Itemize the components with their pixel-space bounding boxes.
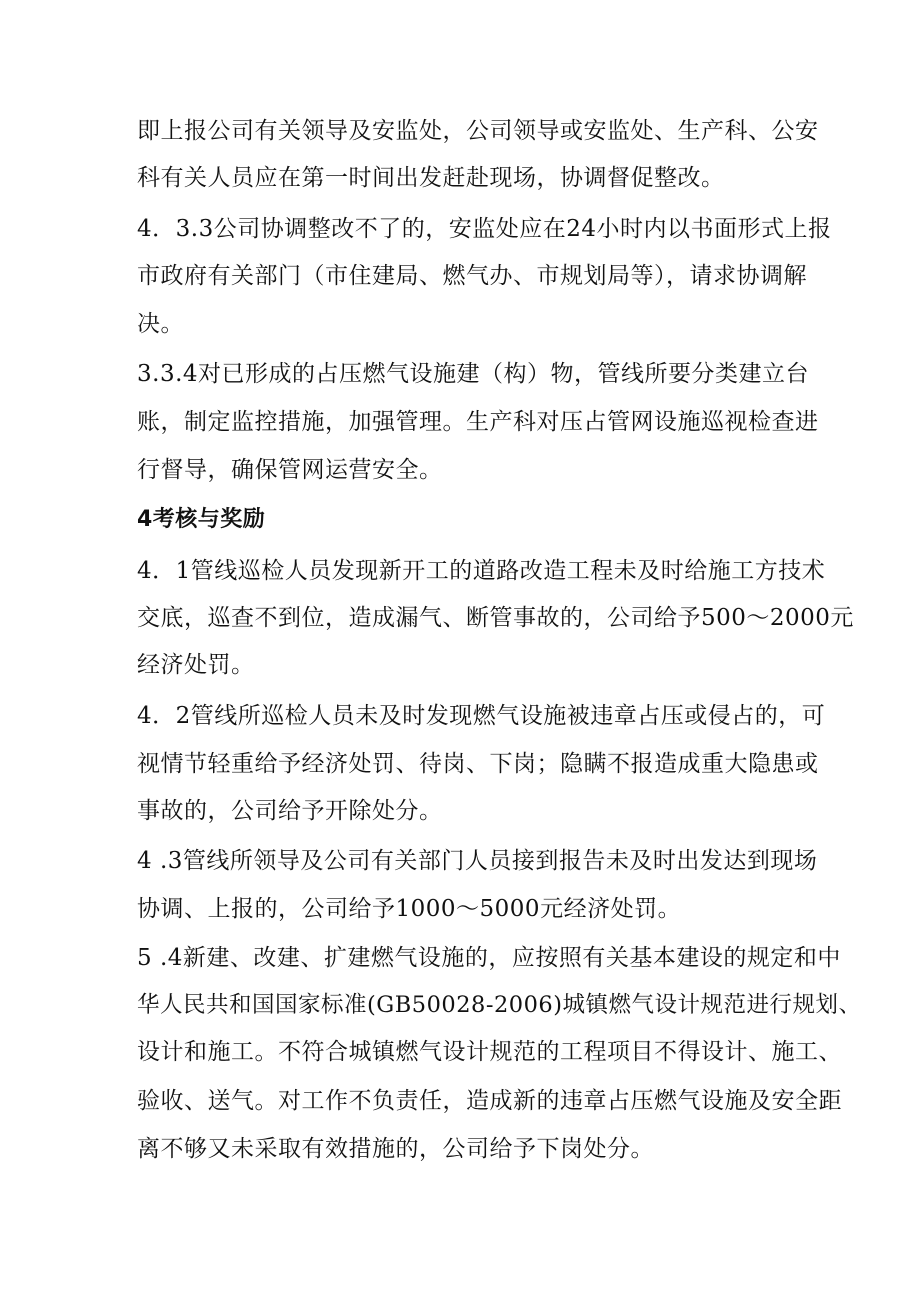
text-line: 事故的，公司给予开除处分。	[137, 798, 443, 824]
text-line: 4．3.3公司协调整改不了的，安监处应在24小时内以书面形式上报	[137, 216, 832, 242]
text-line: 离不够又未采取有效措施的，公司给予下岗处分。	[137, 1136, 654, 1162]
text-line: 5 .4新建、改建、扩建燃气设施的，应按照有关基本建设的规定和中	[137, 945, 841, 971]
text-line: 3.3.4对已形成的占压燃气设施建（构）物，管线所要分类建立台	[137, 361, 810, 387]
text-line: 账，制定监控措施，加强管理。生产科对压占管网设施巡视检查进	[137, 409, 819, 435]
text-line: 设计和施工。不符合城镇燃气设计规范的工程项目不得设计、施工、	[137, 1039, 842, 1065]
text-line: 决。	[137, 311, 184, 337]
text-line: 协调、上报的，公司给予1000～5000元经济处罚。	[137, 896, 682, 922]
text-line: 视情节轻重给予经济处罚、待岗、下岗；隐瞒不报造成重大隐患或	[137, 751, 819, 777]
text-line: 4 .3管线所领导及公司有关部门人员接到报告未及时出发达到现场	[137, 848, 818, 874]
text-line: 4．2管线所巡检人员未及时发现燃气设施被违章占压或侵占的，可	[137, 703, 826, 729]
text-line: 即上报公司有关领导及安监处，公司领导或安监处、生产科、公安	[137, 118, 819, 144]
text-line: 验收、送气。对工作不负责任，造成新的违章占压燃气设施及安全距	[137, 1088, 842, 1114]
text-line: 交底，巡查不到位，造成漏气、断管事故的，公司给予500～2000元	[137, 605, 854, 631]
text-line: 4．1管线巡检人员发现新开工的道路改造工程未及时给施工方技术	[137, 558, 826, 584]
text-line: 经济处罚。	[137, 652, 255, 678]
text-line: 行督导，确保管网运营安全。	[137, 457, 443, 483]
text-line: 市政府有关部门（市住建局、燃气办、市规划局等），请求协调解	[137, 263, 807, 289]
text-line: 华人民共和国国家标准(GB50028-2006)城镇燃气设计规范进行规划、	[137, 992, 862, 1018]
text-line: 科有关人员应在第一时间出发赶赴现场，协调督促整改。	[137, 165, 725, 191]
section-heading: 4考核与奖励	[137, 507, 266, 532]
